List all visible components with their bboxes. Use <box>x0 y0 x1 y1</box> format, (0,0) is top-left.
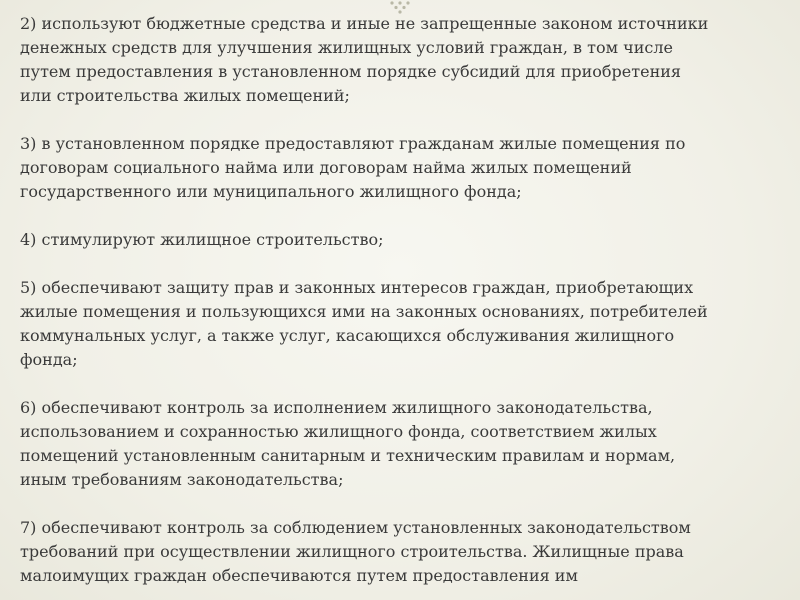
list-item <box>20 12 790 108</box>
text-line: коммунальных услуг, а также услуг, касающихся обслуживания жилищного <box>20 326 675 345</box>
text-line: 7) обеспечивают контроль за соблюдением установленных законодательством <box>20 518 691 537</box>
list-item <box>20 276 790 372</box>
text-line: 4) стимулируют жилищное строительство; <box>20 230 384 249</box>
text-line: фонда; <box>20 350 78 369</box>
text-line: использованием и сохранностью жилищного фонда, соответствием жилых <box>20 422 657 441</box>
text-line: путем предоставления в установленном порядке субсидий для приобретения <box>20 62 681 81</box>
text-line: жилые помещения и пользующихся ими на законных основаниях, потребителей <box>20 302 708 321</box>
text-line: малоимущих граждан обеспечиваются путем предоставления им <box>20 566 578 585</box>
text-line: 3) в установленном порядке предоставляют гражданам жилые помещения по <box>20 134 686 153</box>
text-line: помещений установленным санитарным и техническим правилам и нормам, <box>20 446 676 465</box>
text-line: или строительства жилых помещений; <box>20 86 350 105</box>
text-line: 2) используют бюджетные средства и иные не запрещенные законом источники <box>20 14 709 33</box>
text-line: иным требованиям законодательства; <box>20 470 344 489</box>
text-line: государственного или муниципального жилищного фонда; <box>20 182 522 201</box>
list-item <box>20 396 790 492</box>
document-text <box>20 12 790 600</box>
text-line: 6) обеспечивают контроль за исполнением жилищного законодательства, <box>20 398 653 417</box>
list-item <box>20 228 790 252</box>
text-line: 5) обеспечивают защиту прав и законных интересов граждан, приобретающих <box>20 278 694 297</box>
text-line: требований при осуществлении жилищного строительства. Жилищные права <box>20 542 684 561</box>
list-item <box>20 132 790 204</box>
text-line: денежных средств для улучшения жилищных условий граждан, в том числе <box>20 38 673 57</box>
text-line: договорам социального найма или договорам найма жилых помещений <box>20 158 632 177</box>
list-item <box>20 516 790 588</box>
